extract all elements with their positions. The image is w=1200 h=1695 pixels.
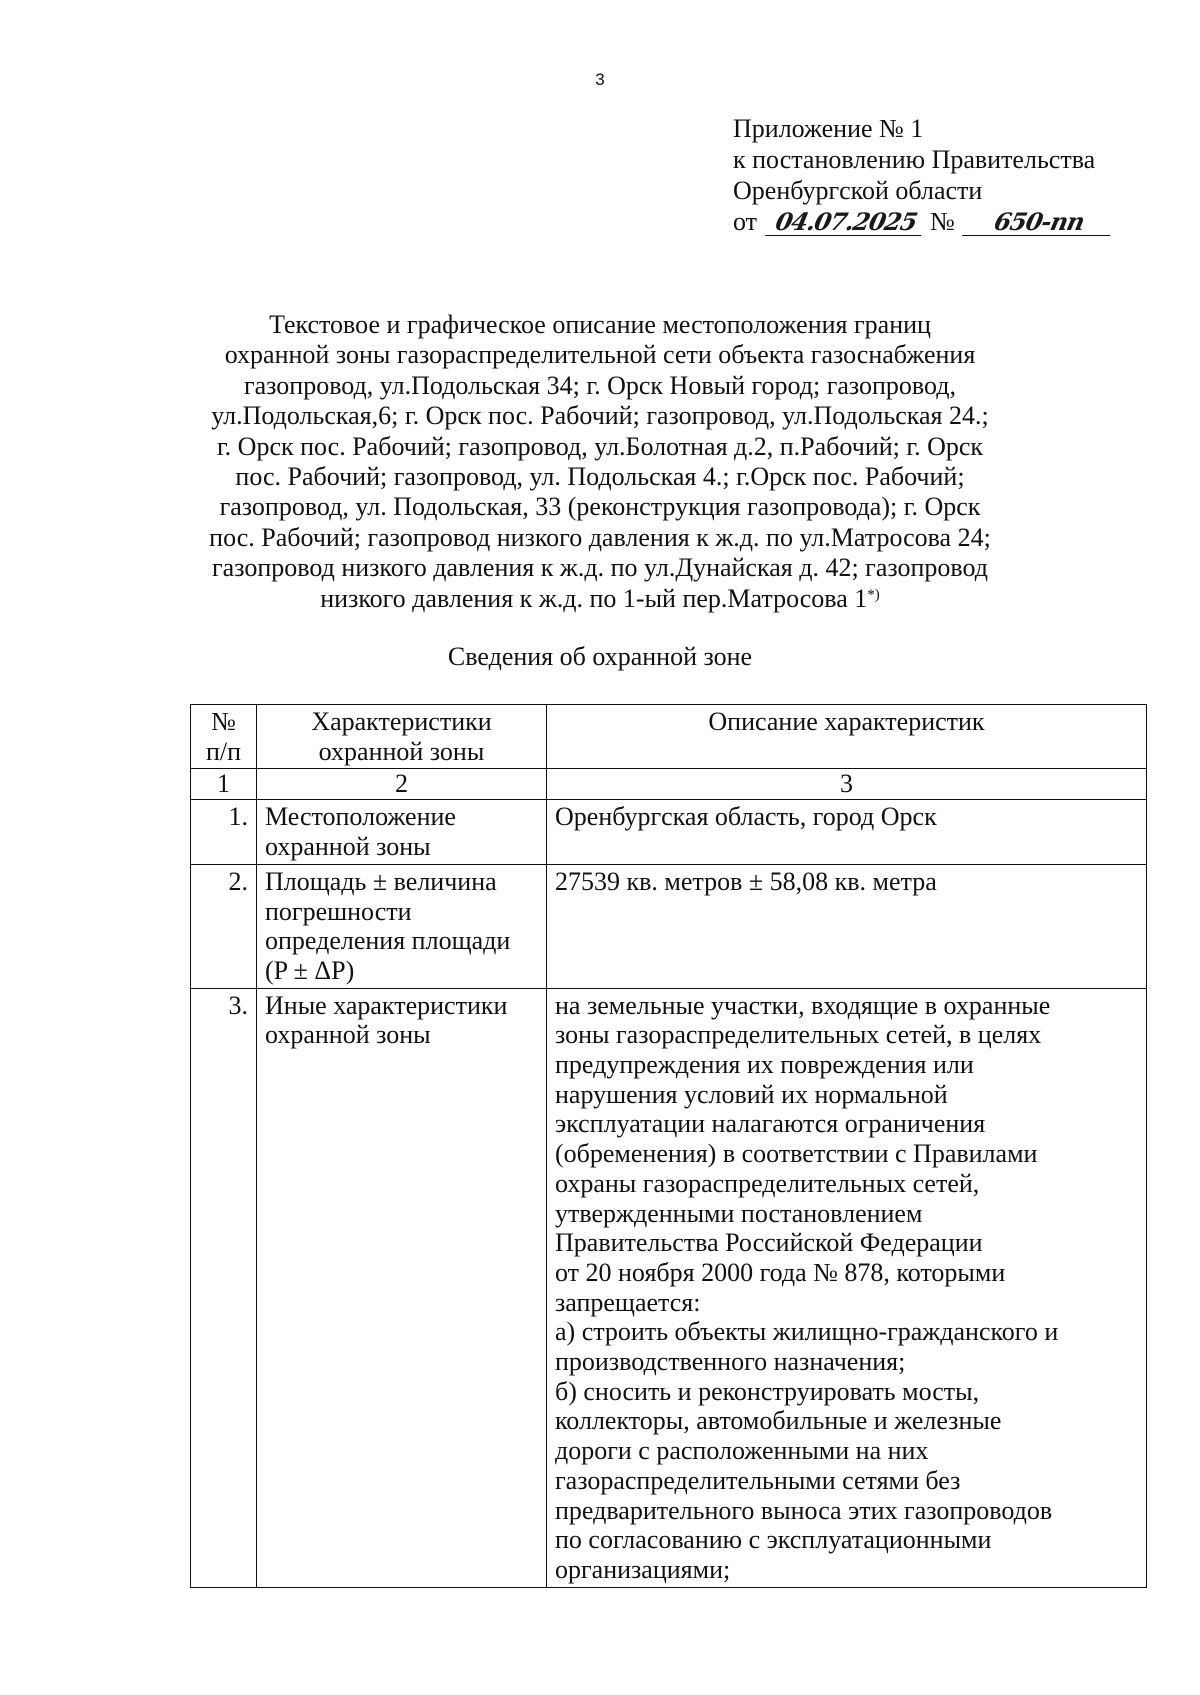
- column-number: 3: [547, 769, 1147, 800]
- row-number: 2.: [191, 864, 257, 988]
- title-line: пос. Рабочий; газопровод, ул. Подольская 4.; г.Орск пос. Рабочий;: [235, 462, 965, 492]
- characteristic-line: определения площади: [265, 926, 511, 956]
- description-line: эксплуатации налагаются ограничения: [555, 1109, 986, 1139]
- title-line: пос. Рабочий; газопровод низкого давления к ж.д. по ул.Матросова 24;: [209, 522, 991, 552]
- characteristic-line: охранной зоны: [265, 832, 431, 862]
- row-characteristic: [257, 800, 547, 864]
- description-line: запрещается:: [555, 1287, 701, 1317]
- characteristic-line: погрешности: [265, 896, 412, 926]
- description-line: б) сносить и реконструировать мосты,: [555, 1376, 980, 1406]
- protection-zone-table: [190, 704, 1147, 1588]
- header-number: [191, 705, 257, 769]
- description-line: по согласованию с эксплуатационными: [555, 1525, 992, 1555]
- appendix-block: [733, 113, 1113, 237]
- description-line: предупреждения их повреждения или: [555, 1050, 974, 1080]
- description-line: предварительного выноса этих газопроводов: [555, 1495, 1053, 1525]
- appendix-line-1: Приложение № 1: [733, 114, 924, 143]
- row-description: [547, 988, 1147, 1587]
- description-line: Правительства Российской Федерации: [555, 1228, 983, 1258]
- characteristic-line: охранной зоны: [265, 1020, 431, 1050]
- row-characteristic: [257, 864, 547, 988]
- title-line-last: [0, 584, 1200, 614]
- table-row: [191, 988, 1147, 1587]
- title-line: ул.Подольская,6; г. Орск пос. Рабочий; газопровод, ул.Подольская 24.;: [211, 401, 989, 431]
- appendix-line-3: Оренбургской области: [733, 176, 983, 205]
- table-row: [191, 800, 1147, 864]
- title-line: газопровод, ул.Подольская 34; г. Орск Новый город; газопровод,: [243, 370, 957, 400]
- characteristic-line: Площадь ± величина: [265, 866, 497, 896]
- header-description: Описание характеристик: [547, 705, 1147, 769]
- appendix-date-line: [733, 206, 1113, 237]
- row-number: 1.: [191, 800, 257, 864]
- appendix-line-2: к постановлению Правительства: [733, 145, 1096, 174]
- row-number: 3.: [191, 988, 257, 1587]
- column-number-row: [191, 769, 1147, 800]
- section-title: Сведения об охранной зоне: [447, 642, 753, 671]
- page-number: 3: [595, 70, 605, 89]
- description-line: организациями;: [555, 1554, 731, 1584]
- document-title: [0, 310, 1200, 614]
- title-line: газопровод низкого давления к ж.д. по ул.Дунайская д. 42; газопровод: [212, 553, 988, 583]
- description-line: производственного назначения;: [555, 1347, 906, 1377]
- characteristic-line: Местоположение: [265, 802, 456, 832]
- description-line: охраны газораспределительных сетей,: [555, 1168, 980, 1198]
- table-header-row: [191, 705, 1147, 769]
- characteristic-line: (P ± ΔP): [265, 955, 355, 985]
- column-number: 1: [191, 769, 257, 800]
- number-label: №: [930, 207, 955, 236]
- description-line: а) строить объекты жилищно-гражданского и: [555, 1317, 1059, 1347]
- title-line: охранной зоны газораспределительной сети объекта газоснабжения: [224, 340, 976, 370]
- column-number: 2: [257, 769, 547, 800]
- header-characteristics-line-2: охранной зоны: [318, 736, 485, 766]
- header-number-sign: №: [211, 707, 236, 736]
- description-line: от 20 ноября 2000 года № 878, которыми: [555, 1257, 1006, 1287]
- row-description: [547, 864, 1147, 988]
- description-line: на земельные участки, входящие в охранные: [555, 990, 1051, 1020]
- description-line: газораспределительными сетями без: [555, 1465, 961, 1495]
- description-line: нарушения условий их нормальной: [555, 1079, 948, 1109]
- title-line: г. Орск пос. Рабочий; газопровод, ул.Болотная д.2, п.Рабочий; г. Орск: [216, 431, 984, 461]
- description-line: коллекторы, автомобильные и железные: [555, 1406, 1002, 1436]
- description-line: (обременения) в соответствии с Правилами: [555, 1139, 1038, 1169]
- description-line: дороги с расположенными на них: [555, 1436, 929, 1466]
- description-line: утвержденными постановлением: [555, 1198, 923, 1228]
- table-row: [191, 864, 1147, 988]
- description-line: 27539 кв. метров ± 58,08 кв. метра: [555, 866, 937, 896]
- handwritten-number: 650-пп: [962, 209, 1116, 236]
- from-label: от: [733, 207, 758, 236]
- description-line: зоны газораспределительных сетей, в целях: [555, 1020, 1042, 1050]
- row-description: [547, 800, 1147, 864]
- handwritten-date: 04.07.2025: [765, 209, 927, 236]
- header-number-abbr: п/п: [205, 736, 242, 766]
- title-line: газопровод, ул. Подольская, 33 (реконструкция газопровода); г. Орск: [219, 492, 981, 522]
- header-characteristics: [257, 705, 547, 769]
- description-line: Оренбургская область, город Орск: [555, 802, 937, 832]
- header-characteristics-line-1: Характеристики: [311, 707, 492, 736]
- characteristic-line: Иные характеристики: [265, 990, 508, 1020]
- row-characteristic: [257, 988, 547, 1587]
- footnote-mark: *): [867, 586, 880, 603]
- title-line-text: низкого давления к ж.д. по 1-ый пер.Матросова 1: [320, 583, 868, 613]
- title-line: Текстовое и графическое описание местоположения границ: [269, 310, 931, 339]
